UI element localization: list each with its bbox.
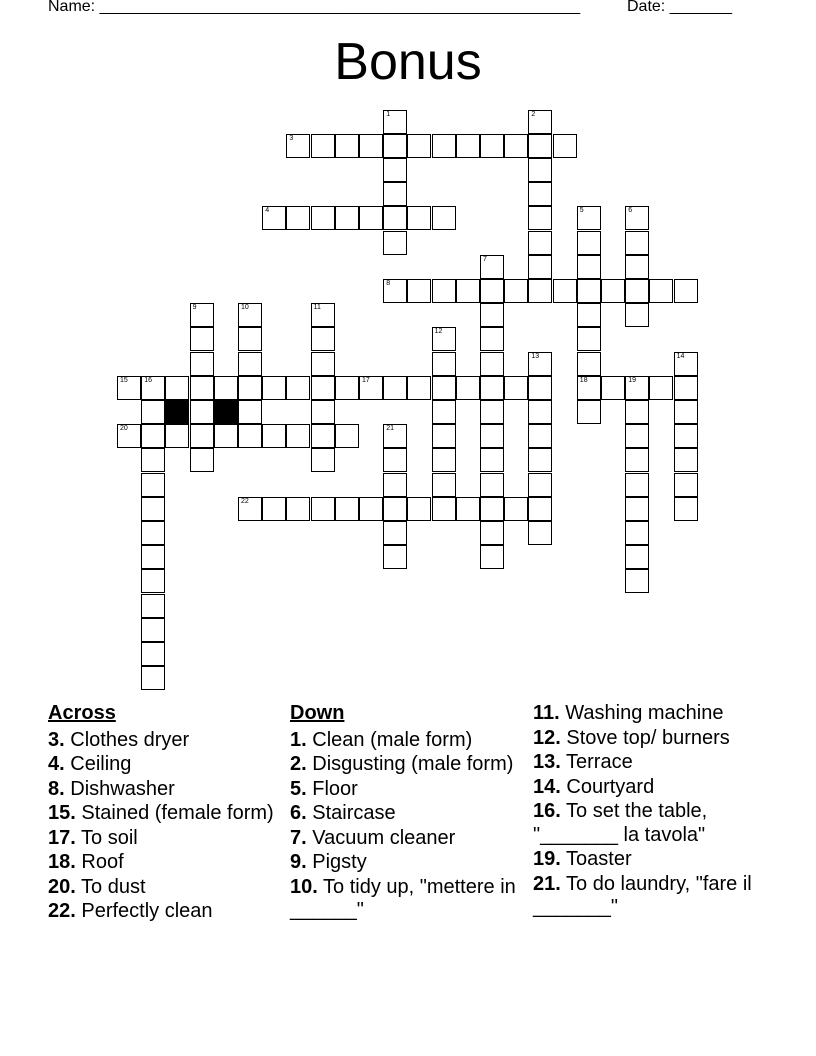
grid-cell[interactable]: [432, 327, 456, 351]
grid-cell[interactable]: [432, 134, 456, 158]
grid-cell[interactable]: [383, 206, 407, 230]
grid-cell[interactable]: [480, 424, 504, 448]
grid-cell[interactable]: [383, 279, 407, 303]
grid-cell[interactable]: [141, 473, 165, 497]
grid-cell[interactable]: [407, 206, 431, 230]
cell-number: 9: [192, 304, 197, 312]
across-list: [48, 729, 278, 924]
clue-down-19: 19. Toaster: [533, 848, 632, 870]
cell-number: 22: [241, 497, 249, 505]
grid-cell[interactable]: [286, 376, 310, 400]
grid-cell[interactable]: [286, 206, 310, 230]
grid-cell[interactable]: [577, 376, 601, 400]
grid-cell[interactable]: [625, 206, 649, 230]
clue-across-8: 8. Dishwasher: [48, 777, 175, 800]
grid-cell[interactable]: [625, 231, 649, 255]
grid-cell[interactable]: [577, 303, 601, 327]
grid-cell[interactable]: [504, 376, 528, 400]
grid-cell[interactable]: [625, 473, 649, 497]
grid-cell[interactable]: [480, 279, 504, 303]
grid-cell[interactable]: [577, 279, 601, 303]
grid-cell[interactable]: [262, 497, 286, 521]
name-field[interactable]: Name: ______________________________________________________: [48, 0, 581, 15]
clue-down-6: 6. Staircase: [290, 802, 396, 824]
grid-cell[interactable]: [214, 376, 238, 400]
grid-cell[interactable]: [674, 279, 698, 303]
grid-cell[interactable]: [432, 352, 456, 376]
grid-cell[interactable]: [359, 376, 383, 400]
grid-cell[interactable]: [456, 376, 480, 400]
grid-cell[interactable]: [432, 473, 456, 497]
grid-cell[interactable]: [311, 303, 335, 327]
grid-cell[interactable]: [262, 376, 286, 400]
grid-cell[interactable]: [117, 424, 141, 448]
grid-cell[interactable]: [528, 158, 552, 182]
grid-cell[interactable]: [141, 448, 165, 472]
clue-across-18: 18. Roof: [48, 851, 124, 873]
grid-cell[interactable]: [286, 497, 310, 521]
clue-down-16: 16. To set the table, "_______ la tavola": [533, 800, 708, 846]
grid-cell[interactable]: [577, 231, 601, 255]
grid-cell[interactable]: [504, 134, 528, 158]
cell-number: 5: [579, 207, 584, 215]
grid-cell[interactable]: [432, 376, 456, 400]
clue-down-9: 9. Pigsty: [290, 851, 367, 873]
clue-across-22: 22. Perfectly clean: [48, 900, 213, 922]
grid-cell[interactable]: [674, 424, 698, 448]
clue-across-17: 17. To soil: [48, 826, 138, 849]
grid-cell[interactable]: [311, 497, 335, 521]
grid-cell[interactable]: [359, 206, 383, 230]
cell-number: 10: [241, 304, 249, 312]
grid-cell[interactable]: [407, 376, 431, 400]
grid-cell[interactable]: [311, 376, 335, 400]
down-list: [290, 729, 520, 923]
grid-cell[interactable]: [383, 473, 407, 497]
cell-number: 6: [628, 207, 633, 215]
grid-cell[interactable]: [286, 424, 310, 448]
grid-cell[interactable]: [383, 497, 407, 521]
clue-down-11: 11. Washing machine: [533, 702, 724, 724]
grid-cell[interactable]: [625, 376, 649, 400]
across-clues: [48, 702, 278, 925]
grid-cell[interactable]: [190, 400, 214, 424]
grid-cell[interactable]: [165, 424, 189, 448]
clue-down-1: 1. Clean (male form): [290, 728, 473, 751]
grid-cell[interactable]: [528, 231, 552, 255]
grid-cell[interactable]: [335, 424, 359, 448]
grid-cell[interactable]: [141, 521, 165, 545]
grid-cell[interactable]: [165, 376, 189, 400]
grid-cell[interactable]: [601, 376, 625, 400]
grid-cell[interactable]: [190, 327, 214, 351]
grid-cell[interactable]: [528, 206, 552, 230]
clue-across-20: 20. To dust: [48, 875, 146, 898]
grid-cell[interactable]: [625, 303, 649, 327]
grid-cell[interactable]: [649, 279, 673, 303]
grid-cell[interactable]: [577, 206, 601, 230]
grid-cell[interactable]: [432, 424, 456, 448]
grid-cell[interactable]: [553, 134, 577, 158]
cell-number: 15: [120, 376, 128, 384]
grid-cell[interactable]: [238, 352, 262, 376]
grid-cell[interactable]: [238, 497, 262, 521]
cell-number: 21: [386, 425, 394, 433]
grid-cell[interactable]: [383, 110, 407, 134]
grid-cell[interactable]: [480, 473, 504, 497]
grid-cell[interactable]: [311, 448, 335, 472]
grid-cell[interactable]: [214, 424, 238, 448]
grid-cell[interactable]: [456, 497, 480, 521]
grid-cell[interactable]: [262, 424, 286, 448]
cell-number: 13: [531, 352, 540, 360]
grid-cell[interactable]: [528, 279, 552, 303]
grid-cell[interactable]: [528, 182, 552, 206]
cell-number: 16: [144, 376, 152, 384]
grid-cell[interactable]: [480, 303, 504, 327]
grid-cell[interactable]: [577, 255, 601, 279]
cell-number: 2: [531, 110, 536, 118]
across-heading: Across: [48, 702, 116, 724]
down-heading: Down: [290, 702, 345, 724]
grid-cell[interactable]: [238, 327, 262, 351]
grid-cell[interactable]: [383, 376, 407, 400]
grid-cell[interactable]: [383, 545, 407, 569]
grid-cell[interactable]: [311, 400, 335, 424]
grid-cell[interactable]: [432, 400, 456, 424]
grid-cell[interactable]: [190, 376, 214, 400]
grid-cell[interactable]: [480, 352, 504, 376]
grid-cell[interactable]: [528, 376, 552, 400]
grid-cell[interactable]: [674, 497, 698, 521]
grid-cell[interactable]: [383, 448, 407, 472]
cell-number: 18: [579, 376, 588, 384]
grid-cell[interactable]: [141, 545, 165, 569]
grid-cell[interactable]: [625, 545, 649, 569]
grid-cell[interactable]: [625, 424, 649, 448]
grid-cell[interactable]: [577, 400, 601, 424]
grid-cell[interactable]: [407, 134, 431, 158]
grid-cell[interactable]: [141, 569, 165, 593]
grid-cell[interactable]: [383, 134, 407, 158]
grid-cell[interactable]: [383, 424, 407, 448]
grid-cell[interactable]: [528, 255, 552, 279]
grid-cell[interactable]: [577, 327, 601, 351]
clue-down-12: 12. Stove top/ burners: [533, 726, 730, 749]
grid-cell[interactable]: [311, 327, 335, 351]
grid-cell[interactable]: [359, 134, 383, 158]
cell-number: 8: [386, 279, 391, 287]
clue-down-2: 2. Disgusting (male form): [290, 753, 514, 775]
grid-cell[interactable]: [528, 424, 552, 448]
clue-down-5: 5. Floor: [290, 777, 358, 800]
grid-cell[interactable]: [141, 424, 165, 448]
grid-cell[interactable]: [238, 376, 262, 400]
grid-cell[interactable]: [674, 448, 698, 472]
page-title: Bonus: [334, 33, 482, 91]
grid-cell[interactable]: [311, 206, 335, 230]
grid-cell[interactable]: [262, 206, 286, 230]
grid-cell[interactable]: [190, 424, 214, 448]
grid-cell[interactable]: [649, 376, 673, 400]
clue-across-15: 15. Stained (female form): [48, 802, 274, 824]
cell-number: 7: [483, 255, 487, 263]
grid-cell[interactable]: [528, 521, 552, 545]
grid-cell[interactable]: [553, 279, 577, 303]
grid-cell[interactable]: [383, 158, 407, 182]
grid-cell[interactable]: [238, 400, 262, 424]
grid-cell[interactable]: [141, 594, 165, 618]
grid-cell[interactable]: [625, 400, 649, 424]
grid-cell[interactable]: [528, 352, 552, 376]
grid-cell[interactable]: [480, 134, 504, 158]
clue-down-13: 13. Terrace: [533, 751, 633, 773]
grid-cell[interactable]: [480, 255, 504, 279]
grid-cell[interactable]: [625, 255, 649, 279]
cell-number: 14: [676, 352, 685, 360]
grid-cell[interactable]: [141, 642, 165, 666]
black-square: [214, 400, 238, 424]
grid-cell[interactable]: [335, 497, 359, 521]
grid-cell[interactable]: [480, 327, 504, 351]
clue-down-14: 14. Courtyard: [533, 775, 655, 798]
grid-cell[interactable]: [480, 376, 504, 400]
grid-cell[interactable]: [528, 400, 552, 424]
grid-cell[interactable]: [432, 497, 456, 521]
grid-cell[interactable]: [407, 497, 431, 521]
cell-number: 11: [313, 304, 321, 312]
grid-cell[interactable]: [674, 400, 698, 424]
down-clues-continued: [533, 702, 763, 921]
grid-cell[interactable]: [480, 497, 504, 521]
grid-cell[interactable]: [674, 473, 698, 497]
grid-cell[interactable]: [335, 206, 359, 230]
grid-cell[interactable]: [141, 376, 165, 400]
cell-number: 20: [120, 425, 128, 433]
cell-number: 3: [289, 134, 294, 142]
grid-cell[interactable]: [480, 400, 504, 424]
grid-cell[interactable]: [407, 279, 431, 303]
grid-cell[interactable]: [577, 352, 601, 376]
date-field[interactable]: Date: _______: [627, 0, 732, 15]
grid-cell[interactable]: [456, 134, 480, 158]
grid-cell[interactable]: [432, 448, 456, 472]
grid-cell[interactable]: [141, 618, 165, 642]
grid-cell[interactable]: [480, 521, 504, 545]
clue-across-4: 4. Ceiling: [48, 753, 132, 775]
grid-cell[interactable]: [238, 424, 262, 448]
grid-cell[interactable]: [286, 134, 310, 158]
grid-cell[interactable]: [141, 497, 165, 521]
grid-cell[interactable]: [383, 231, 407, 255]
grid-cell[interactable]: [674, 376, 698, 400]
grid-cell[interactable]: [359, 497, 383, 521]
grid-cell[interactable]: [311, 352, 335, 376]
grid-cell[interactable]: [674, 352, 698, 376]
cell-number: 19: [628, 376, 636, 384]
grid-cell[interactable]: [528, 448, 552, 472]
clue-down-21: 21. To do laundry, "fare il _______": [533, 872, 752, 918]
grid-cell[interactable]: [311, 424, 335, 448]
grid-cell[interactable]: [238, 303, 262, 327]
grid-cell[interactable]: [625, 448, 649, 472]
grid-cell[interactable]: [311, 134, 335, 158]
grid-cell[interactable]: [432, 206, 456, 230]
grid-cell[interactable]: [480, 545, 504, 569]
grid-cell[interactable]: [190, 352, 214, 376]
grid-cell[interactable]: [601, 279, 625, 303]
grid-cell[interactable]: [456, 279, 480, 303]
grid-cell[interactable]: [528, 497, 552, 521]
grid-cell[interactable]: [528, 134, 552, 158]
grid-cell[interactable]: [335, 376, 359, 400]
cell-number: 12: [434, 328, 443, 336]
grid-cell[interactable]: [190, 303, 214, 327]
grid-cell[interactable]: [504, 497, 528, 521]
grid-cell[interactable]: [528, 473, 552, 497]
grid-cell[interactable]: [190, 448, 214, 472]
clue-down-10: 10. To tidy up, "mettere in ______": [290, 875, 516, 921]
grid-cell[interactable]: [383, 182, 407, 206]
grid-cell[interactable]: [625, 521, 649, 545]
grid-cell[interactable]: [528, 110, 552, 134]
grid-cell[interactable]: [141, 666, 165, 690]
down-clues: [290, 702, 520, 924]
grid-cell[interactable]: [335, 134, 359, 158]
black-square: [165, 400, 189, 424]
grid-cell[interactable]: [625, 569, 649, 593]
cell-number: 1: [386, 110, 391, 118]
clue-across-3: 3. Clothes dryer: [48, 728, 190, 751]
grid-cell[interactable]: [625, 279, 649, 303]
cell-number: 17: [362, 376, 370, 384]
grid-cell[interactable]: [625, 497, 649, 521]
cell-number: 4: [265, 207, 270, 215]
grid-cell[interactable]: [504, 279, 528, 303]
grid-cell[interactable]: [480, 448, 504, 472]
grid-cell[interactable]: [141, 400, 165, 424]
grid-cell[interactable]: [383, 521, 407, 545]
clue-down-7: 7. Vacuum cleaner: [290, 826, 456, 849]
grid-cell[interactable]: [432, 279, 456, 303]
grid-cell[interactable]: [117, 376, 141, 400]
